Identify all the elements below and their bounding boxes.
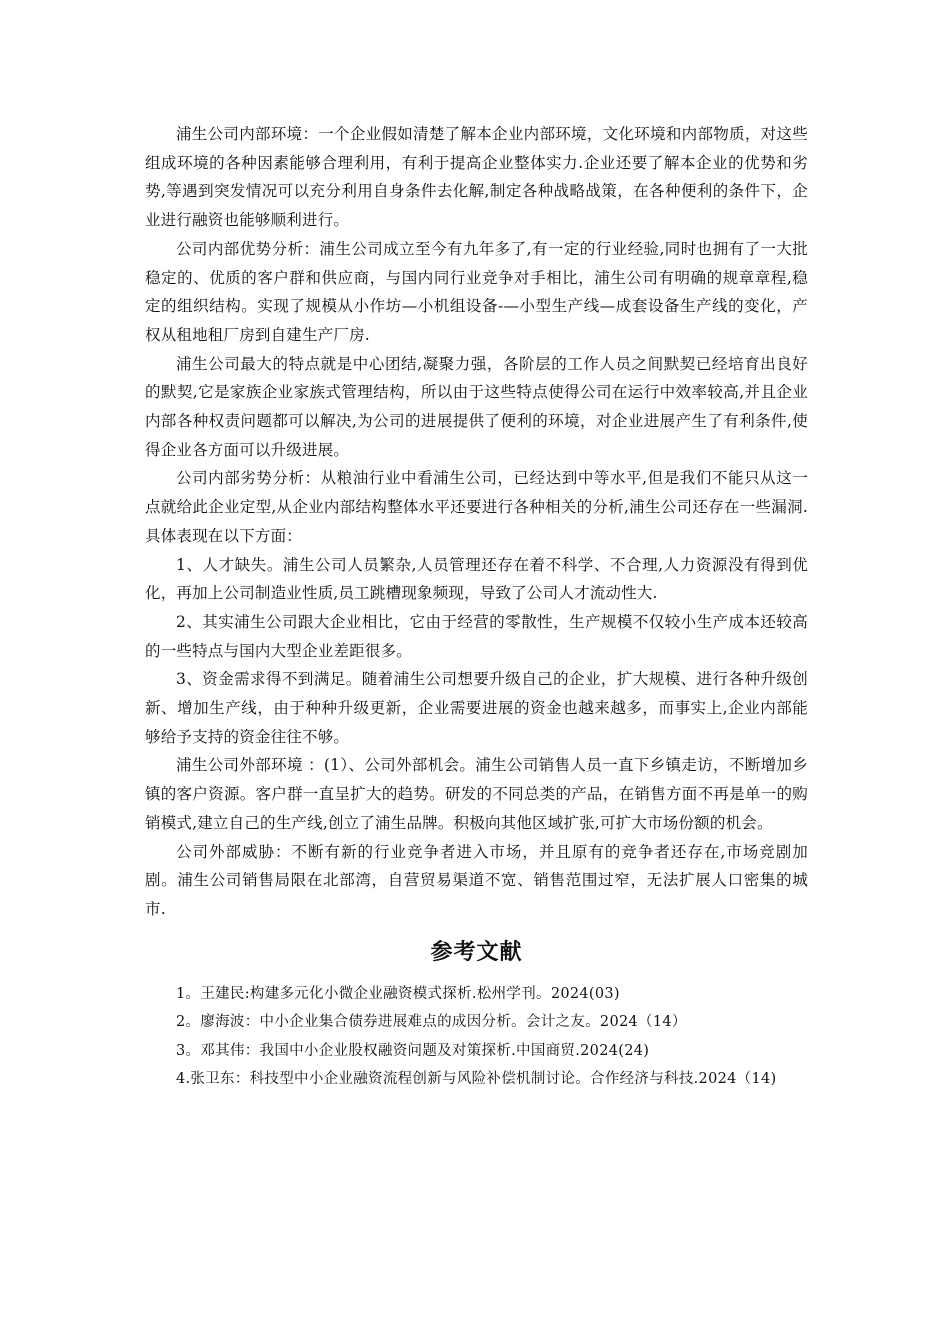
paragraph-internal-strengths: 公司内部优势分析：浦生公司成立至今有九年多了,有一定的行业经验,同时也拥有了一大批稳定的、优质的客户群和供应商，与国内同行业竞争对手相比，浦生公司有明确的规章章程,稳定的组织结构。实现了规模从小作坊—小机组设备-—小型生产线—成套设备生产线的变化，产权从租地租厂房到自建生产厂房. (145, 239, 808, 344)
reference-item: 1。王建民:构建多元化小微企业融资模式探析.松州学刊。2024(03) (176, 985, 620, 1002)
reference-item: 2。廖海波：中小企业集合债券进展难点的成因分析。会计之友。2024（14） (176, 1014, 687, 1031)
document-page (145, 120, 808, 1094)
paragraph-biggest-feature: 浦生公司最大的特点就是中心团结,凝聚力强，各阶层的工作人员之间默契已经培育出良好的默契,它是家族企业家族式管理结构，所以由于这些特点使得公司在运行中效率较高,并且企业内部各种权责问题都可以解决,为公司的进展提供了便利的环境，对企业进展产生了有利条件,使得企业各方面可以升级进展。 (145, 354, 808, 459)
references-heading: 参考文献 (430, 939, 523, 965)
reference-item: 3。邓其伟：我国中小企业股权融资问题及对策探析.中国商贸.2024(24) (176, 1042, 650, 1059)
paragraph-internal-weaknesses: 公司内部劣势分析：从粮油行业中看浦生公司，已经达到中等水平,但是我们不能只从这一点就给此企业定型,从企业内部结构整体水平还要进行各种相关的分析,浦生公司还存在一些漏洞.具体表现在以下方面： (145, 469, 808, 545)
paragraph-external-threats: 公司外部威胁：不断有新的行业竞争者进入市场，并且原有的竞争者还存在,市场竞剧加剧。浦生公司销售局限在北部湾，自营贸易渠道不宽、销售范围过窄，无法扩展人口密集的城市. (145, 842, 808, 918)
paragraph-weakness-1: 1、人才缺失。浦生公司人员繁杂,人员管理还存在着不科学、不合理,人力资源没有得到优化，再加上公司制造业性质,员工跳槽现象频现，导致了公司人才流动性大. (145, 555, 808, 603)
reference-item: 4.张卫东：科技型中小企业融资流程创新与风险补偿机制讨论。合作经济与科技.2024（14) (176, 1071, 777, 1088)
paragraph-external-opportunities: 浦生公司外部环境 ：(1）、公司外部机会。浦生公司销售人员一直下乡镇走访，不断增加乡镇的客户资源。客户群一直呈扩大的趋势。研发的不同总类的产品，在销售方面不再是单一的购销模式,建立自己的生产线,创立了浦生品牌。积极向其他区域扩张,可扩大市场份额的机会。 (145, 756, 808, 832)
paragraph-weakness-3: 3、资金需求得不到满足。随着浦生公司想要升级自己的企业，扩大规模、进行各种升级创新、增加生产线，由于种种升级更新，企业需要进展的资金也越来越多，而事实上,企业内部能够给予支持的资金往往不够。 (145, 670, 808, 746)
paragraph-internal-environment: 浦生公司内部环境：一个企业假如清楚了解本企业内部环境，文化环境和内部物质，对这些组成环境的各种因素能够合理利用，有利于提高企业整体实力.企业还要了解本企业的优势和劣势,等遇到突发情况可以充分利用自身条件去化解,制定各种战略战策，在各种便利的条件下，企业进行融资也能够顺利进行。 (145, 125, 808, 230)
paragraph-weakness-2: 2、其实浦生公司跟大企业相比，它由于经营的零散性，生产规模不仅较小生产成本还较高的一些特点与国内大型企业差距很多。 (145, 612, 808, 660)
